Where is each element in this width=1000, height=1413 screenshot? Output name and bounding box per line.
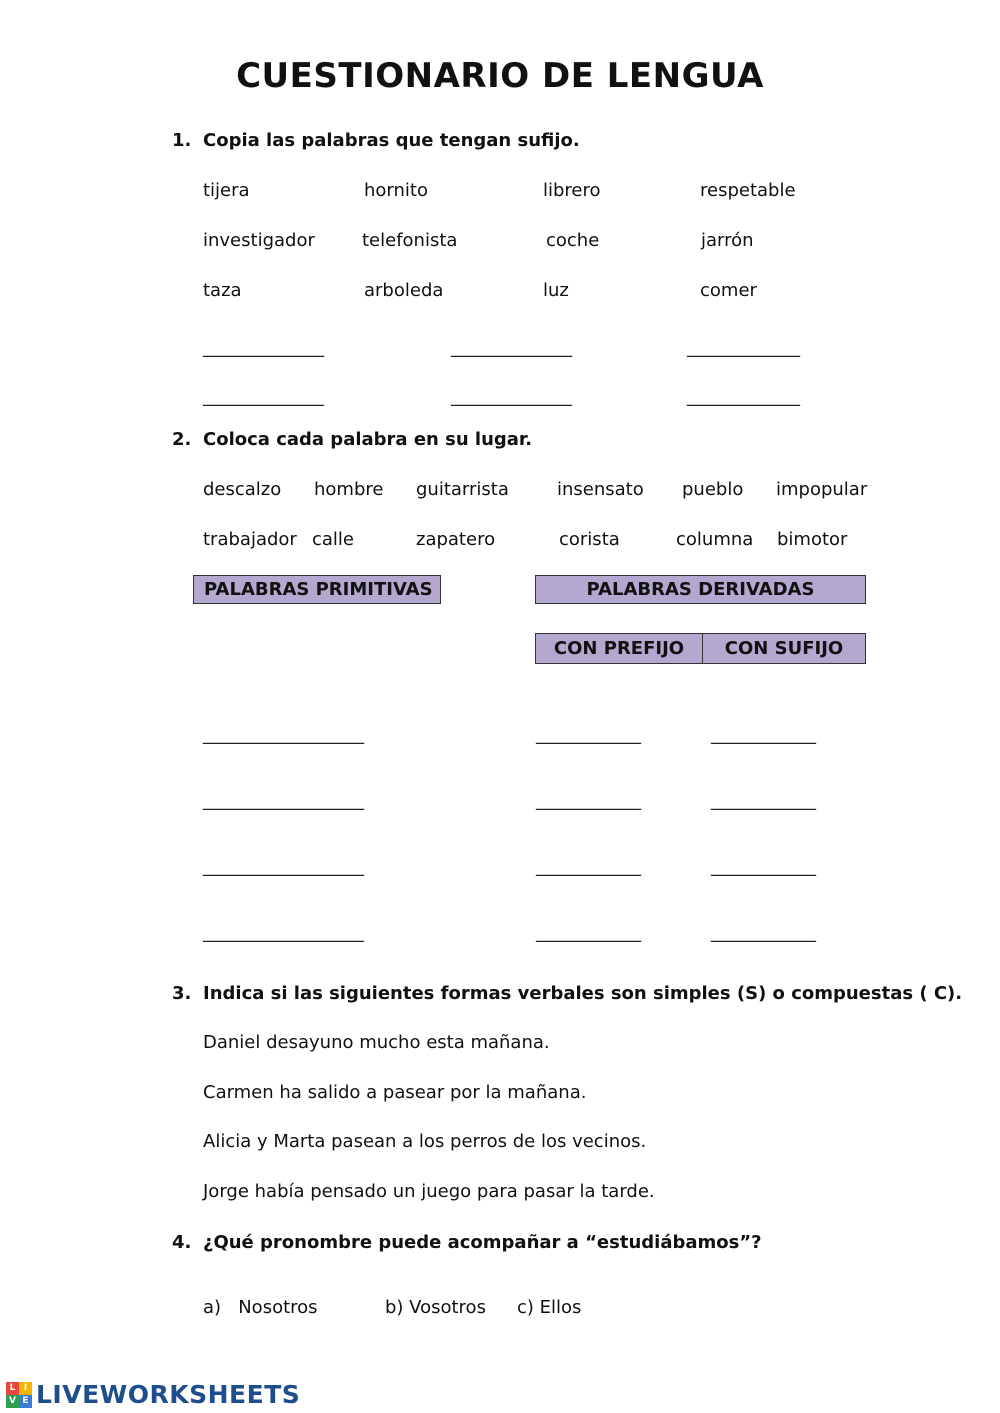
q2-word: calle xyxy=(312,529,355,550)
q4-option-c[interactable]: c) Ellos xyxy=(517,1297,582,1318)
answer-blank[interactable]: _____________ xyxy=(711,922,815,943)
q1-word: hornito xyxy=(364,180,428,201)
q2-word: hombre xyxy=(314,479,384,500)
question-1-text: Copia las palabras que tengan sufijo. xyxy=(203,130,580,151)
q3-sentence: Carmen ha salido a pasear por la mañana. xyxy=(203,1082,587,1103)
answer-blank[interactable]: _____________ xyxy=(711,790,815,811)
q2-word: guitarrista xyxy=(416,479,509,500)
q3-sentence: Daniel desayuno mucho esta mañana. xyxy=(203,1032,550,1053)
liveworksheets-logo-icon xyxy=(6,1382,32,1408)
question-3-number: 3. xyxy=(172,983,192,1004)
answer-blank[interactable]: ____________________ xyxy=(203,724,363,745)
header-palabras-derivadas: PALABRAS DERIVADAS xyxy=(535,575,866,604)
q1-word: tijera xyxy=(203,180,250,201)
answer-blank[interactable]: ____________________ xyxy=(203,922,363,943)
q2-word: trabajador xyxy=(203,529,297,550)
answer-blank[interactable]: ______________ xyxy=(687,386,799,407)
question-1-number: 1. xyxy=(172,130,192,151)
q4-option-b[interactable]: b) Vosotros xyxy=(385,1297,486,1318)
answer-blank[interactable]: _____________ xyxy=(711,724,815,745)
q2-word: insensato xyxy=(557,479,644,500)
q2-word: columna xyxy=(676,529,754,550)
question-2-number: 2. xyxy=(172,429,192,450)
q1-word: librero xyxy=(543,180,601,201)
q1-word: taza xyxy=(203,280,242,301)
question-3-text: Indica si las siguientes formas verbales son simples (S) o compuestas ( C). xyxy=(203,983,963,1004)
q1-word: investigador xyxy=(203,230,315,251)
q2-word: descalzo xyxy=(203,479,282,500)
answer-blank[interactable]: ______________ xyxy=(687,337,799,358)
logo-letter: V xyxy=(6,1395,19,1408)
q2-word: zapatero xyxy=(416,529,496,550)
logo-letter: I xyxy=(19,1382,32,1395)
answer-blank[interactable]: _______________ xyxy=(203,386,323,407)
question-4-number: 4. xyxy=(172,1232,192,1253)
q1-word: coche xyxy=(546,230,600,251)
logo-letter: E xyxy=(19,1395,32,1408)
answer-blank[interactable]: ____________________ xyxy=(203,790,363,811)
q4-option-a[interactable]: a) Nosotros xyxy=(203,1297,318,1318)
q1-word: luz xyxy=(543,280,569,301)
question-2-text: Coloca cada palabra en su lugar. xyxy=(203,429,533,450)
liveworksheets-logo xyxy=(6,1380,300,1409)
q1-word: respetable xyxy=(700,180,796,201)
q2-word: corista xyxy=(559,529,620,550)
q1-word: jarrón xyxy=(701,230,754,251)
answer-blank[interactable]: _____________ xyxy=(536,856,640,877)
answer-blank[interactable]: _____________ xyxy=(536,790,640,811)
answer-blank[interactable]: ____________________ xyxy=(203,856,363,877)
q3-sentence: Alicia y Marta pasean a los perros de los vecinos. xyxy=(203,1131,647,1152)
page-title: CUESTIONARIO DE LENGUA xyxy=(236,56,764,96)
q3-sentence: Jorge había pensado un juego para pasar la tarde. xyxy=(203,1181,655,1202)
answer-blank[interactable]: _______________ xyxy=(451,386,571,407)
answer-blank[interactable]: _______________ xyxy=(203,337,323,358)
question-4-text: ¿Qué pronombre puede acompañar a “estudiábamos”? xyxy=(203,1232,762,1253)
header-con-sufijo: CON SUFIJO xyxy=(702,633,866,664)
q1-word: arboleda xyxy=(364,280,444,301)
answer-blank[interactable]: _____________ xyxy=(711,856,815,877)
logo-letter: L xyxy=(6,1382,19,1395)
q1-word: comer xyxy=(700,280,757,301)
header-palabras-primitivas: PALABRAS PRIMITIVAS xyxy=(193,575,441,604)
q2-word: impopular xyxy=(776,479,868,500)
q1-word: telefonista xyxy=(362,230,458,251)
q2-word: pueblo xyxy=(682,479,744,500)
answer-blank[interactable]: _____________ xyxy=(536,922,640,943)
liveworksheets-brand: LIVEWORKSHEETS xyxy=(36,1380,301,1409)
header-con-prefijo: CON PREFIJO xyxy=(535,633,703,664)
q2-word: bimotor xyxy=(777,529,848,550)
answer-blank[interactable]: _____________ xyxy=(536,724,640,745)
answer-blank[interactable]: _______________ xyxy=(451,337,571,358)
